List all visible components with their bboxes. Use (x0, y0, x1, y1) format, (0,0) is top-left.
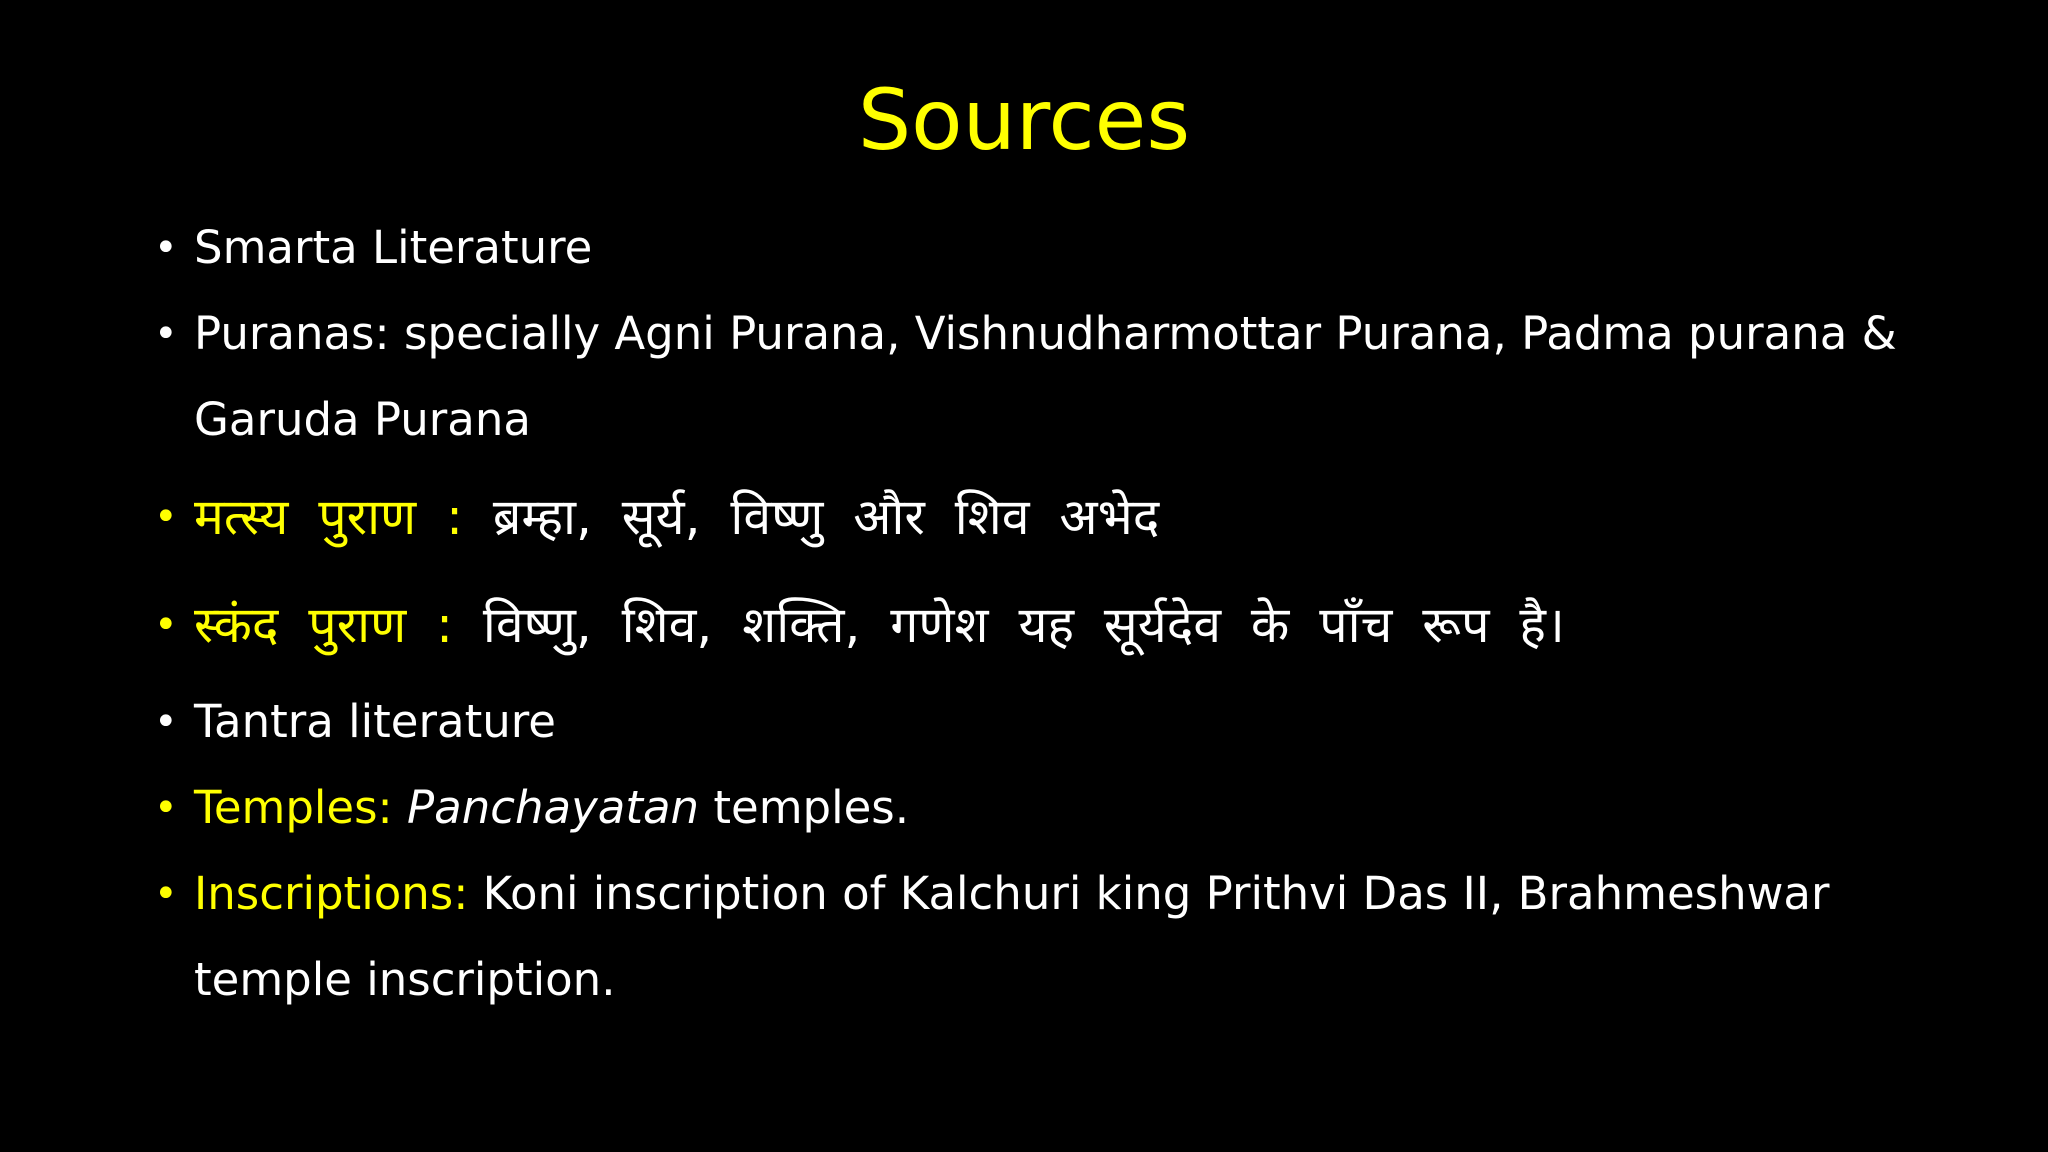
bullet-dot: • (154, 785, 178, 831)
bullet-puranas (150, 291, 1980, 463)
bullet-text: Puranas: specially Agni Purana, Vishnudharmottar Purana, Padma purana & Garuda Purana (194, 307, 1897, 446)
bullet-label: Temples: (194, 781, 393, 834)
bullet-inscriptions (150, 851, 1980, 1023)
bullet-label: Inscriptions: (194, 867, 469, 920)
bullet-text: Smarta Literature (194, 221, 593, 274)
bullet-label: मत्स्य पुराण : (194, 488, 463, 546)
bullet-text: temples. (713, 781, 910, 834)
bullet-matsya-purana (150, 463, 1980, 571)
bullet-text: ब्रम्हा, सूर्य, विष्णु और शिव अभेद (492, 488, 1160, 546)
bullet-text: Tantra literature (194, 695, 556, 748)
bullet-dot: • (154, 494, 178, 540)
bullet-skanda-purana (150, 571, 1980, 679)
bullet-dot: • (154, 225, 178, 271)
bullet-tantra-literature (150, 679, 1980, 765)
bullet-dot: • (154, 699, 178, 745)
bullet-text: विष्णु, शिव, शक्ति, गणेश यह सूर्यदेव के पाँच रूप है। (482, 596, 1565, 654)
bullet-dot: • (154, 871, 178, 917)
bullet-list (150, 205, 1980, 1023)
slide-title: Sources (857, 71, 1191, 169)
bullet-dot: • (154, 311, 178, 357)
bullet-italic-term: Panchayatan (407, 781, 700, 834)
bullet-dot: • (154, 602, 178, 648)
bullet-text: Koni inscription of Kalchuri king Prithvi Das II, Brahmeshwar temple inscription. (194, 867, 1830, 1006)
bullet-temples (150, 765, 1980, 851)
bullet-label: स्कंद पुराण : (194, 596, 453, 654)
bullet-smarta-literature (150, 205, 1980, 291)
